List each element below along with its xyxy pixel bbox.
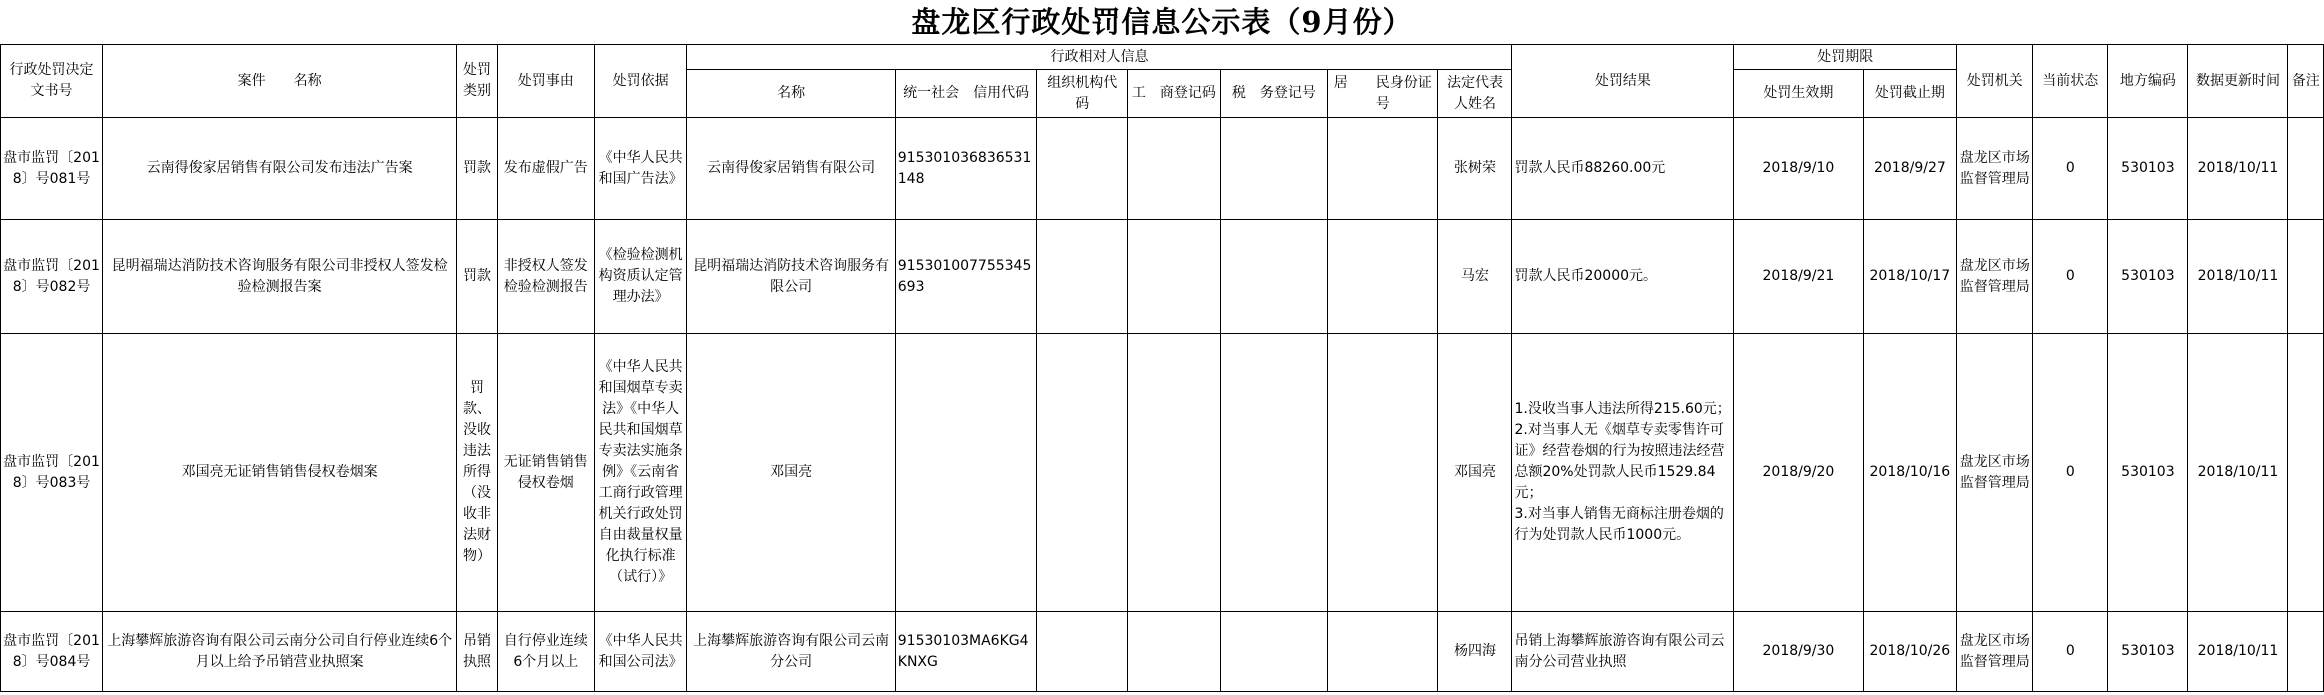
cell-deadline: 2018/9/27 [1863, 118, 1957, 220]
table-row [1, 612, 2324, 692]
header-result: 处罚结果 [1512, 45, 1734, 118]
cell-legal-rep: 杨四海 [1438, 612, 1512, 692]
header-case-name: 案件 名称 [103, 45, 457, 118]
cell-authority: 盘龙区市场监督管理局 [1957, 118, 2033, 220]
cell-update-time: 2018/10/11 [2188, 334, 2288, 612]
cell-penalty-type: 吊销执照 [457, 612, 498, 692]
header-effective: 处罚生效期 [1734, 70, 1863, 118]
cell-biz-reg [1128, 118, 1221, 220]
header-party-info: 行政相对人信息 [687, 45, 1512, 70]
cell-biz-reg [1128, 612, 1221, 692]
cell-case-name: 上海攀辉旅游咨询有限公司云南分公司自行停业连续6个月以上给予吊销营业执照案 [103, 612, 457, 692]
cell-tax-reg [1220, 220, 1327, 334]
cell-remarks [2288, 220, 2324, 334]
header-biz-reg: 工 商登记码 [1128, 70, 1221, 118]
cell-biz-reg [1128, 334, 1221, 612]
cell-authority: 盘龙区市场监督管理局 [1957, 334, 2033, 612]
page-title: 盘龙区行政处罚信息公示表（9月份） [911, 5, 1413, 39]
cell-deadline: 2018/10/16 [1863, 334, 1957, 612]
cell-org-code [1037, 334, 1128, 612]
header-legal-rep: 法定代表人姓名 [1438, 70, 1512, 118]
cell-org-code [1037, 612, 1128, 692]
header-org-code: 组织机构代 码 [1037, 70, 1128, 118]
header-row-1 [1, 45, 2324, 70]
header-authority: 处罚机关 [1957, 45, 2033, 118]
header-party-name: 名称 [687, 70, 895, 118]
cell-update-time: 2018/10/11 [2188, 220, 2288, 334]
cell-biz-reg [1128, 220, 1221, 334]
cell-penalty-basis: 《中华人民共和国公司法》 [594, 612, 687, 692]
header-area-code: 地方编码 [2108, 45, 2188, 118]
cell-legal-rep: 张树荣 [1438, 118, 1512, 220]
cell-credit-code: 915301007755345693 [895, 220, 1037, 334]
cell-penalty-reason: 非授权人签发检验检测报告 [497, 220, 594, 334]
cell-effective: 2018/9/21 [1734, 220, 1863, 334]
cell-authority: 盘龙区市场监督管理局 [1957, 220, 2033, 334]
header-status: 当前状态 [2033, 45, 2108, 118]
header-period: 处罚期限 [1734, 45, 1957, 70]
header-id-no: 居 民身份证号 [1328, 70, 1438, 118]
cell-remarks [2288, 612, 2324, 692]
cell-doc-no: 盘市监罚〔2018〕号082号 [1, 220, 103, 334]
cell-credit-code [895, 334, 1037, 612]
cell-status: 0 [2033, 334, 2108, 612]
cell-remarks [2288, 118, 2324, 220]
cell-area-code: 530103 [2108, 220, 2188, 334]
cell-doc-no: 盘市监罚〔2018〕号083号 [1, 334, 103, 612]
cell-case-name: 云南得俊家居销售有限公司发布违法广告案 [103, 118, 457, 220]
cell-party-name: 云南得俊家居销售有限公司 [687, 118, 895, 220]
cell-party-name: 上海攀辉旅游咨询有限公司云南分公司 [687, 612, 895, 692]
cell-authority: 盘龙区市场监督管理局 [1957, 612, 2033, 692]
cell-party-name: 邓国亮 [687, 334, 895, 612]
header-penalty-type: 处罚类别 [457, 45, 498, 118]
cell-status: 0 [2033, 612, 2108, 692]
cell-credit-code: 915301036836531148 [895, 118, 1037, 220]
cell-credit-code: 91530103MA6KG4KNXG [895, 612, 1037, 692]
cell-id-no [1328, 334, 1438, 612]
header-credit-code: 统一社会 信用代码 [895, 70, 1037, 118]
cell-status: 0 [2033, 220, 2108, 334]
cell-tax-reg [1220, 118, 1327, 220]
cell-org-code [1037, 220, 1128, 334]
cell-penalty-basis: 《中华人民共和国烟草专卖法》《中华人民共和国烟草专卖法实施条例》《云南省工商行政管理机关行政处罚自由裁量权量化执行标准（试行）》 [594, 334, 687, 612]
cell-effective: 2018/9/30 [1734, 612, 1863, 692]
cell-penalty-type: 罚款 [457, 220, 498, 334]
cell-penalty-basis: 《中华人民共和国广告法》 [594, 118, 687, 220]
cell-penalty-reason: 无证销售销售侵权卷烟 [497, 334, 594, 612]
cell-result: 罚款人民币88260.00元 [1512, 118, 1734, 220]
cell-tax-reg [1220, 334, 1327, 612]
cell-penalty-reason: 自行停业连续6个月以上 [497, 612, 594, 692]
cell-status: 0 [2033, 118, 2108, 220]
table-row [1, 220, 2324, 334]
cell-org-code [1037, 118, 1128, 220]
cell-effective: 2018/9/20 [1734, 334, 1863, 612]
header-deadline: 处罚截止期 [1863, 70, 1957, 118]
penalty-table [0, 44, 2324, 692]
header-penalty-basis: 处罚依据 [594, 45, 687, 118]
header-penalty-reason: 处罚事由 [497, 45, 594, 118]
cell-remarks [2288, 334, 2324, 612]
cell-penalty-type: 罚款 [457, 118, 498, 220]
cell-legal-rep: 马宏 [1438, 220, 1512, 334]
cell-party-name: 昆明福瑞达消防技术咨询服务有限公司 [687, 220, 895, 334]
cell-area-code: 530103 [2108, 118, 2188, 220]
cell-tax-reg [1220, 612, 1327, 692]
cell-penalty-basis: 《检验检测机构资质认定管理办法》 [594, 220, 687, 334]
cell-case-name: 邓国亮无证销售销售侵权卷烟案 [103, 334, 457, 612]
cell-id-no [1328, 612, 1438, 692]
cell-penalty-type: 罚款、没收违法所得（没收非法财物） [457, 334, 498, 612]
cell-area-code: 530103 [2108, 334, 2188, 612]
cell-case-name: 昆明福瑞达消防技术咨询服务有限公司非授权人签发检验检测报告案 [103, 220, 457, 334]
cell-penalty-reason: 发布虚假广告 [497, 118, 594, 220]
cell-id-no [1328, 118, 1438, 220]
table-row [1, 334, 2324, 612]
header-update-time: 数据更新时间 [2188, 45, 2288, 118]
cell-result: 罚款人民币20000元。 [1512, 220, 1734, 334]
cell-deadline: 2018/10/26 [1863, 612, 1957, 692]
cell-effective: 2018/9/10 [1734, 118, 1863, 220]
cell-result: 1.没收当事人违法所得215.60元； 2.对当事人无《烟草专卖零售许可证》经营卷烟的行为按照违法经营总额20%处罚款人民币1529.84元； 3.对当事人销售无商标注册卷烟的行为处罚款人民币1000元。 [1512, 334, 1734, 612]
cell-result: 吊销上海攀辉旅游咨询有限公司云南分公司营业执照 [1512, 612, 1734, 692]
cell-legal-rep: 邓国亮 [1438, 334, 1512, 612]
cell-area-code: 530103 [2108, 612, 2188, 692]
header-remarks: 备注 [2288, 45, 2324, 118]
header-doc-no: 行政处罚决定文书号 [1, 45, 103, 118]
header-tax-reg: 税 务登记号 [1220, 70, 1327, 118]
cell-id-no [1328, 220, 1438, 334]
cell-doc-no: 盘市监罚〔2018〕号081号 [1, 118, 103, 220]
table-row [1, 118, 2324, 220]
cell-doc-no: 盘市监罚〔2018〕号084号 [1, 612, 103, 692]
cell-update-time: 2018/10/11 [2188, 612, 2288, 692]
cell-deadline: 2018/10/17 [1863, 220, 1957, 334]
cell-update-time: 2018/10/11 [2188, 118, 2288, 220]
